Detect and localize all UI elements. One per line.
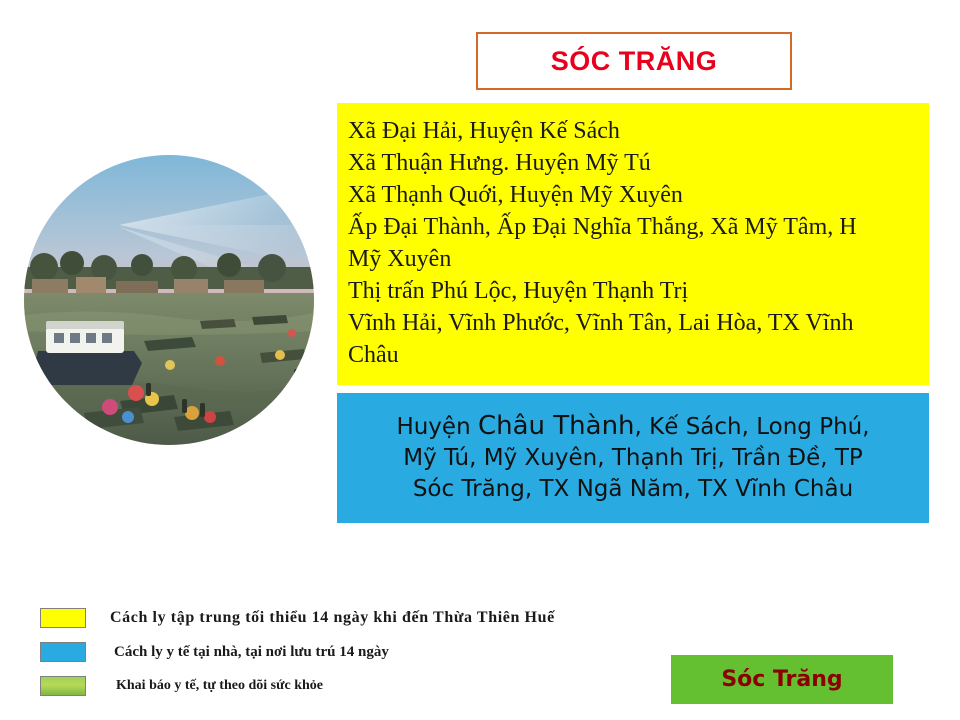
floating-market-photo — [24, 155, 314, 445]
yellow-line: Ấp Đại Thành, Ấp Đại Nghĩa Thắng, Xã Mỹ Tâm, H — [348, 214, 857, 240]
floating-market-illustration — [24, 155, 314, 445]
legend-swatch-yellow — [40, 608, 86, 628]
yellow-line: Châu — [348, 342, 399, 368]
yellow-line: Xã Đại Hải, Huyện Kế Sách — [348, 118, 620, 144]
quarantine-yellow-panel — [337, 103, 929, 385]
yellow-line: Mỹ Xuyên — [348, 246, 452, 272]
yellow-line: Xã Thạnh Quới, Huyện Mỹ Xuyên — [348, 182, 683, 208]
legend-row — [40, 676, 740, 696]
province-title-box — [476, 32, 792, 90]
blue-line-2: Mỹ Tú, Mỹ Xuyên, Thạnh Trị, Trần Đề, TP — [403, 445, 863, 471]
blue-line-1-emphasis: Châu Thành — [477, 411, 635, 441]
blue-line-3: Sóc Trăng, TX Ngã Năm, TX Vĩnh Châu — [412, 476, 854, 502]
province-badge-label: Sóc Trăng — [721, 667, 843, 692]
yellow-line: Thị trấn Phú Lộc, Huyện Thạnh Trị — [348, 278, 689, 304]
blue-line-1-lead: Huyện — [396, 414, 478, 440]
legend-row — [40, 642, 740, 662]
blue-line-1-rest: , Kế Sách, Long Phú, — [634, 414, 870, 440]
page-title: SÓC TRĂNG — [550, 45, 718, 76]
home-quarantine-blue-panel — [337, 393, 929, 523]
legend-row — [40, 608, 740, 628]
yellow-line: Vĩnh Hải, Vĩnh Phước, Vĩnh Tân, Lai Hòa, TX Vĩnh — [348, 310, 854, 336]
legend-swatch-green — [40, 676, 86, 696]
legend-label: Cách ly y tế tại nhà, tại nơi lưu trú 14 ngày — [114, 643, 389, 660]
legend — [40, 608, 740, 710]
legend-swatch-blue — [40, 642, 86, 662]
legend-label: Khai báo y tế, tự theo dõi sức khỏe — [116, 678, 323, 693]
province-badge — [671, 655, 893, 704]
legend-label: Cách ly tập trung tối thiểu 14 ngày khi đến Thừa Thiên Huế — [110, 609, 555, 626]
yellow-line: Xã Thuận Hưng. Huyện Mỹ Tú — [348, 150, 651, 176]
blue-line-1 — [396, 411, 869, 443]
